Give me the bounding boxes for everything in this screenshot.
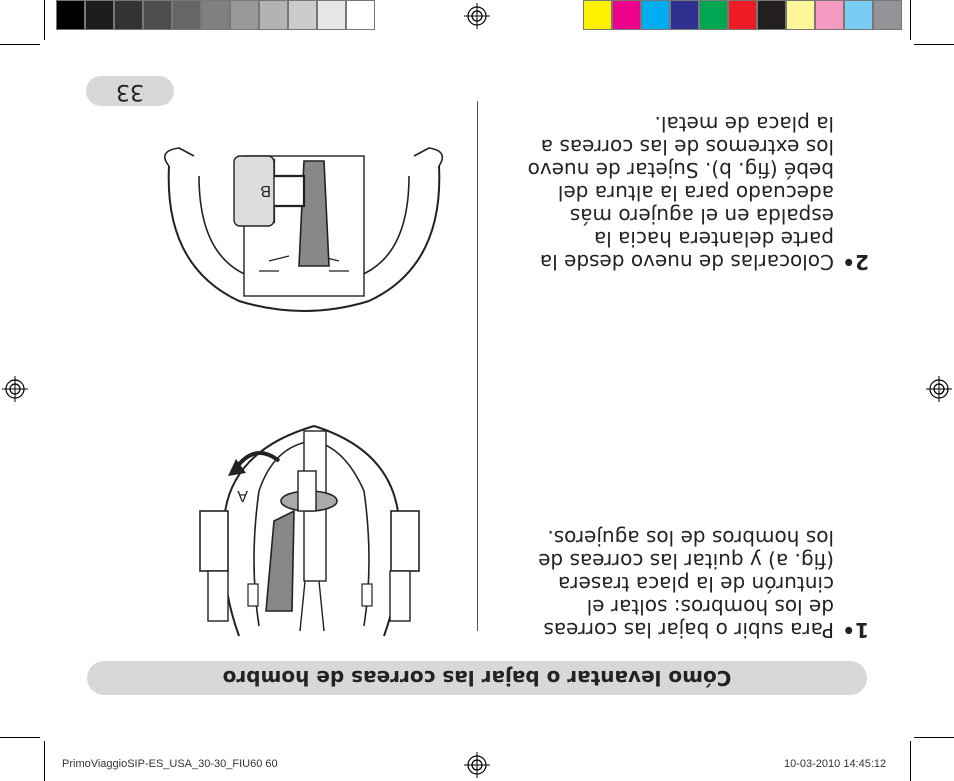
- step-item: [526, 112, 869, 274]
- page-number-pill: [86, 76, 174, 106]
- step-text: Colocarlas de nuevo desde la parte delantera hacia la espalda en el agujero más adecuado para la altura del bebé (fig. b). Sujetar de nuevo los extremos de las correas a la placa de metal.: [527, 112, 834, 274]
- step-item: [526, 526, 869, 642]
- footer-date: 10-03-2010 14:45:12: [784, 758, 887, 770]
- step-text: Para subir o bajar las correas de los hombros: soltar el cinturón de la placa trasera (fig. a) y quitar las correas de los hombros de los agujeros.: [538, 526, 834, 642]
- figure-b-label: B: [260, 182, 271, 199]
- figure-a-label: A: [237, 487, 248, 504]
- step-number: 2•: [842, 250, 869, 274]
- page-number: 33: [116, 79, 144, 104]
- footer-file-info: PrimoViaggioSIP-ES_USA_30-30_FIU60 60: [62, 758, 278, 770]
- step-number: 1•: [842, 618, 869, 642]
- section-heading-bar: [87, 661, 867, 695]
- column-divider: [477, 101, 478, 631]
- figure-b-seat-front: [159, 136, 449, 326]
- figure-a-seat-back: [194, 411, 424, 641]
- section-heading: Cómo levantar o bajar las correas de hombro: [222, 666, 732, 690]
